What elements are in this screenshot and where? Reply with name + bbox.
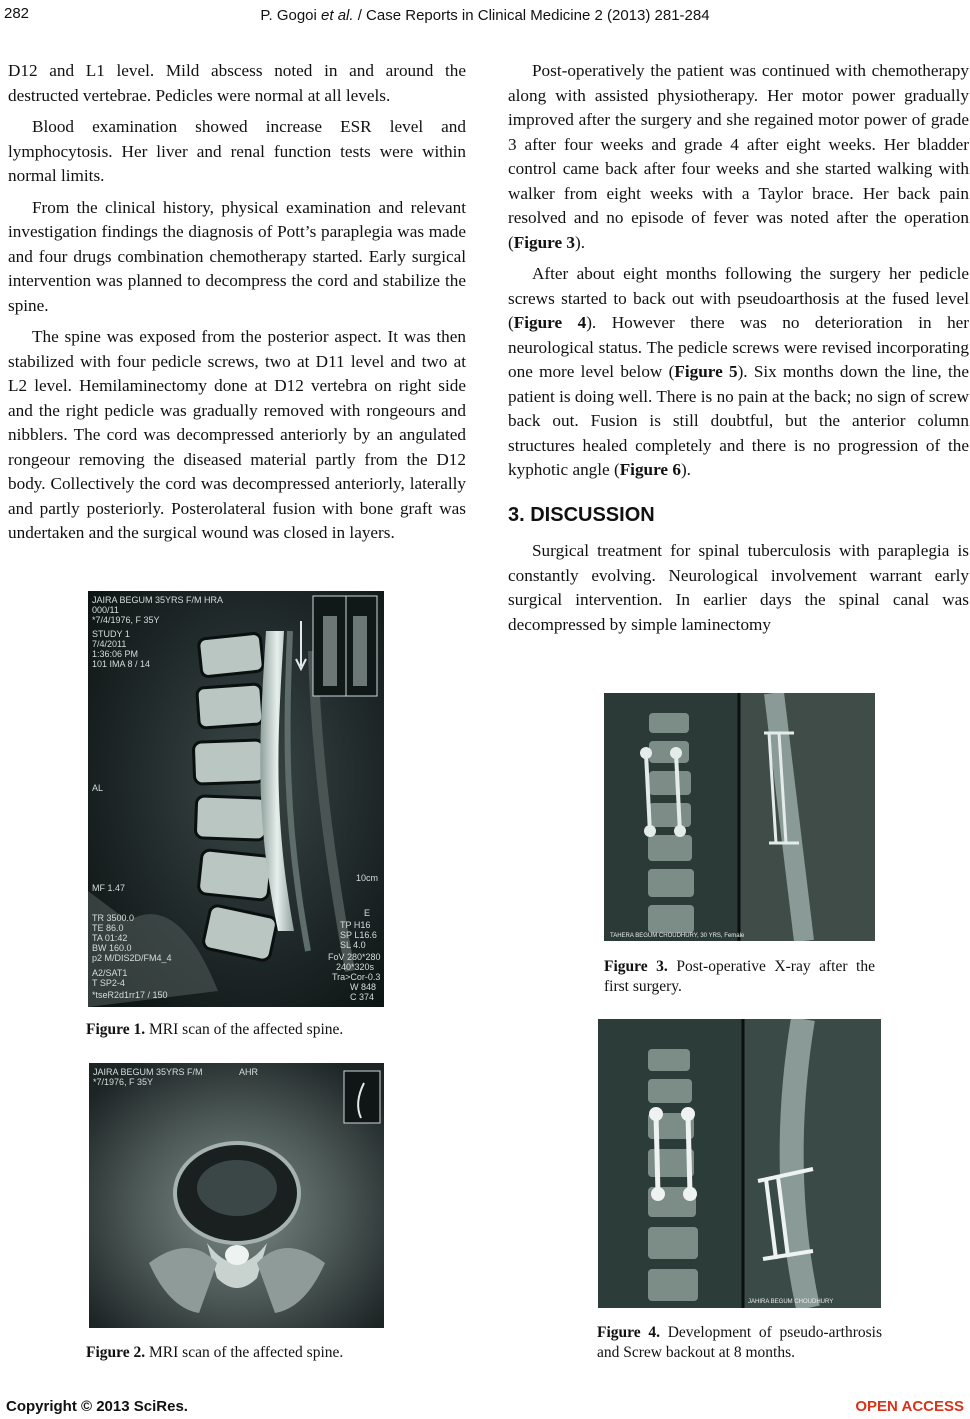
svg-text:E: E — [364, 908, 371, 918]
paragraph: Blood examination showed increase ESR level and lymphocytosis. Her liver and renal function tests were within normal limits. — [8, 117, 466, 185]
figure-label: Figure 4. — [597, 1324, 660, 1341]
left-column — [8, 59, 466, 553]
page-number: 282 — [4, 5, 30, 22]
figure-reference[interactable]: Figure 3 — [513, 232, 575, 252]
xray-label: JAHIRA BEGUM CHOUDHURY — [748, 1299, 834, 1305]
mri-axial-graphic — [89, 1063, 384, 1328]
page-footer — [0, 1398, 970, 1418]
running-head-journal: / Case Reports in Clinical Medicine 2 (2013) 281-284 — [357, 7, 710, 24]
xray-label: TAHERA BEGUM CHOUDHURY, 30 YRS, Female — [610, 933, 745, 939]
svg-text:AHR: AHR — [239, 1067, 259, 1077]
svg-text:TE 86.0: TE 86.0 — [92, 923, 124, 933]
paragraph: From the clinical history, physical examination and relevant investigation findings the diagnosis of Pott’s paraplegia was made and four drugs combination chemotherapy started. Early surgical intervention was planned to decompress the cord and stabilize the spine. — [8, 197, 466, 315]
svg-text:7/4/2011: 7/4/2011 — [92, 639, 127, 649]
svg-text:T SP2-4: T SP2-4 — [92, 978, 125, 988]
xray-pseudoarthrosis-graphic — [598, 1019, 881, 1308]
running-head-etal: et al. — [321, 7, 354, 24]
svg-text:A2/SAT1: A2/SAT1 — [92, 968, 128, 978]
svg-text:C 374: C 374 — [350, 992, 375, 1002]
xray-postop-graphic — [604, 693, 875, 941]
figure-label: Figure 3. — [604, 958, 668, 975]
paragraph: Surgical treatment for spinal tuberculosis with paraplegia is constantly evolving. Neurological involvement warrant early surgical intervention. In earlier days the spinal canal was decompressed by simple laminectomy — [508, 541, 969, 634]
paragraph: D12 and L1 level. Mild abscess noted in and around the destructed vertebrae. Pedicles were normal at all levels. — [8, 61, 466, 105]
figure-3-image — [604, 693, 875, 941]
svg-text:000/11: 000/11 — [92, 605, 119, 615]
page-header — [0, 3, 970, 25]
figure-3-caption: Figure 3. Post-operative X-ray after the first surgery. — [604, 958, 875, 995]
svg-text:*7/1976, F 35Y: *7/1976, F 35Y — [93, 1077, 154, 1087]
svg-text:W 848: W 848 — [350, 982, 377, 992]
mri-sagittal-graphic — [88, 591, 384, 1007]
svg-text:MF 1.47: MF 1.47 — [92, 883, 126, 893]
copyright-notice: Copyright © 2013 SciRes. — [6, 1398, 188, 1415]
figure-1-image — [88, 591, 384, 1007]
svg-text:SL 4.0: SL 4.0 — [340, 940, 366, 950]
paragraph: After about eight months following the surgery her pedicle screws started to back out with pseudoarthosis at the fused level (Figure 4). However there was no deterioration in her neurological status. The pedicle screws were revised incorporating one more level below (Figure 5). Six months down the line, the patient is doing well. There is no pain at the back; no sign of screw back out. Fusion is still doubtful, but the anterior column structures healed completely and there is no progression of the kyphotic angle (Figure 6). — [508, 264, 970, 479]
svg-text:STUDY 1: STUDY 1 — [92, 629, 130, 639]
paragraph: Post-operatively the patient was continued with chemotherapy along with assisted physiotherapy. Her motor power gradually improved after the surgery and she regained motor power of grade 3 after four weeks and grade 4 after eight weeks. Her bladder control came back after four weeks and she started walking with walker from eight weeks with a Taylor brace. Her back pain resolved and no episode of fever was noted after the operation (Figure 3). — [508, 61, 969, 252]
svg-text:HRA: HRA — [204, 595, 224, 605]
figure-2-image — [89, 1063, 384, 1328]
paragraph: The spine was exposed from the posterior aspect. It was then stabilized with four pedicle screws, two at D11 level and two at L2 level. Hemilaminectomy done at D12 vertebra on right side and the right pedicle was gradually removed with rongeours and nibblers. The cord was decompressed anteriorly by an angulated rongeour removing the diseased material partly from the D12 body. Collectively the cord was decompressed anteriorly, laterally and partly posteriorly. Posterolateral fusion with bone graft was undertaken and the surgical wound was closed in layers. — [8, 327, 466, 542]
svg-text:*7/4/1976, F 35Y: *7/4/1976, F 35Y — [92, 615, 160, 625]
figure-reference[interactable]: Figure 5 — [674, 362, 738, 381]
running-head — [0, 7, 970, 24]
figure-2-caption: Figure 2. MRI scan of the affected spine. — [86, 1344, 344, 1361]
svg-text:BW 160.0: BW 160.0 — [92, 943, 132, 953]
figure-4-caption: Figure 4. Development of pseudo-arthrosis and Screw backout at 8 months. — [597, 1324, 882, 1361]
svg-text:p2 M/DIS2D/FM4_4: p2 M/DIS2D/FM4_4 — [92, 953, 172, 963]
figure-4-image — [598, 1019, 881, 1308]
svg-text:TR 3500.0: TR 3500.0 — [92, 913, 135, 923]
figure-reference[interactable]: Figure 4 — [513, 313, 587, 332]
figure-1-caption: Figure 1. MRI scan of the affected spine. — [86, 1021, 344, 1038]
svg-text:10cm: 10cm — [356, 873, 379, 883]
svg-text:*tseR2d1rr17 / 150: *tseR2d1rr17 / 150 — [92, 990, 168, 1000]
svg-text:JAIRA BEGUM 35YRS F/M: JAIRA BEGUM 35YRS F/M — [93, 1067, 203, 1077]
svg-text:FoV 280*280: FoV 280*280 — [328, 952, 381, 962]
svg-text:TP H16: TP H16 — [340, 920, 371, 930]
svg-text:TA 01:42: TA 01:42 — [92, 933, 128, 943]
svg-text:Tra>Cor-0.3: Tra>Cor-0.3 — [332, 972, 381, 982]
mri-overlay-line: JAIRA BEGUM 35YRS F/M — [92, 595, 202, 605]
figure-label: Figure 2. — [86, 1344, 146, 1361]
svg-text:1:36:06 PM: 1:36:06 PM — [92, 649, 139, 659]
svg-text:240*320s: 240*320s — [336, 962, 375, 972]
svg-text:SP L16.6: SP L16.6 — [340, 930, 377, 940]
svg-text:AL: AL — [92, 783, 104, 793]
figure-reference[interactable]: Figure 6 — [619, 460, 681, 479]
section-heading: 3. DISCUSSION — [508, 503, 655, 526]
svg-text:101 IMA 8 / 14: 101 IMA 8 / 14 — [92, 659, 151, 669]
open-access-label: OPEN ACCESS — [855, 1398, 964, 1415]
figure-label: Figure 1. — [86, 1021, 146, 1038]
right-column — [508, 59, 969, 644]
running-head-authors: P. Gogoi — [260, 7, 317, 24]
